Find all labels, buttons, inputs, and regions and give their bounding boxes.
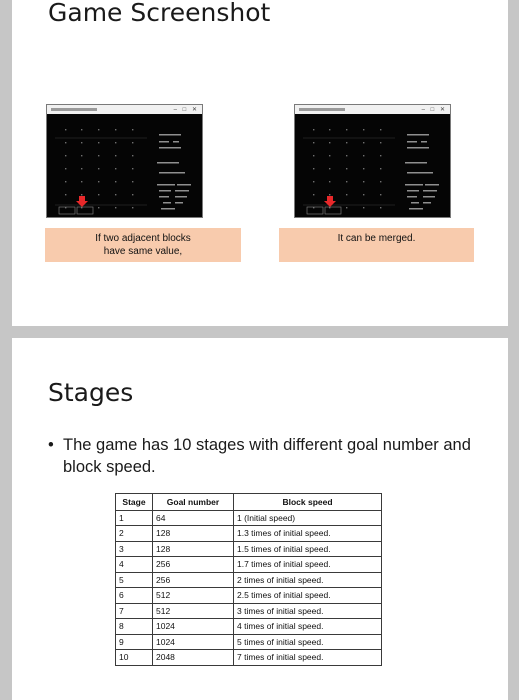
info-text-mark xyxy=(407,134,421,136)
block-speed-cell: 1.5 times of initial speed. xyxy=(234,541,382,557)
block-speed-cell: 2.5 times of initial speed. xyxy=(234,588,382,604)
grid-dot xyxy=(65,142,66,143)
game-screenshot-before xyxy=(46,104,203,218)
grid-dot xyxy=(98,129,99,130)
info-text-mark xyxy=(409,208,423,210)
bullet-text: The game has 10 stages with different goal number and block speed. xyxy=(63,436,471,476)
grid-dot xyxy=(380,155,381,156)
grid-dot xyxy=(98,194,99,195)
grid-dot xyxy=(313,129,314,130)
info-text-mark xyxy=(411,202,419,204)
bullet-point xyxy=(48,434,483,478)
grid-dot xyxy=(132,181,133,182)
info-text-mark xyxy=(159,134,173,136)
grid-dot xyxy=(363,168,364,169)
goal-number-cell: 256 xyxy=(153,572,234,588)
goal-number-cell: 256 xyxy=(153,557,234,573)
stage-cell: 2 xyxy=(116,526,153,542)
block-speed-cell: 2 times of initial speed. xyxy=(234,572,382,588)
grid-dot xyxy=(346,207,347,208)
grid-dot xyxy=(313,142,314,143)
grid-dot xyxy=(98,181,99,182)
info-text-mark xyxy=(423,190,437,192)
grid-dot xyxy=(363,181,364,182)
grid-dot xyxy=(98,207,99,208)
grid-dot xyxy=(81,155,82,156)
block-speed-cell: 3 times of initial speed. xyxy=(234,603,382,619)
window-controls-icon: – □ ✕ xyxy=(173,107,199,113)
slide-stages xyxy=(12,338,508,700)
caption-line: It can be merged. xyxy=(337,233,416,244)
grid-dot xyxy=(81,142,82,143)
info-text-mark xyxy=(425,184,439,186)
grid-dot xyxy=(380,129,381,130)
info-text-mark xyxy=(421,141,427,143)
table-row xyxy=(116,526,382,542)
column-header-stage: Stage xyxy=(116,494,153,511)
grid-dot xyxy=(65,181,66,182)
table-row xyxy=(116,634,382,650)
window-titlebar xyxy=(47,105,202,114)
grid-dot xyxy=(363,129,364,130)
grid-dot xyxy=(313,155,314,156)
stages-table xyxy=(115,493,382,666)
stage-cell: 7 xyxy=(116,603,153,619)
grid-dot xyxy=(65,155,66,156)
goal-number-cell: 64 xyxy=(153,511,234,526)
info-text-mark xyxy=(407,141,417,143)
stage-cell: 4 xyxy=(116,557,153,573)
info-text-mark xyxy=(159,190,171,192)
active-block-arrow xyxy=(76,201,88,207)
slide-title: Stages xyxy=(48,378,134,407)
grid-dot xyxy=(329,155,330,156)
grid-dot xyxy=(132,155,133,156)
grid-dot xyxy=(132,129,133,130)
goal-number-cell: 1024 xyxy=(153,619,234,635)
stage-cell: 1 xyxy=(116,511,153,526)
grid-dot xyxy=(313,181,314,182)
info-text-mark xyxy=(173,134,181,136)
game-screenshot-after xyxy=(294,104,451,218)
grid-dot xyxy=(132,207,133,208)
block-speed-cell: 1.7 times of initial speed. xyxy=(234,557,382,573)
active-block xyxy=(327,196,333,201)
grid-dot xyxy=(65,168,66,169)
goal-number-cell: 128 xyxy=(153,526,234,542)
info-text-mark xyxy=(423,202,431,204)
slide-title: Game Screenshot xyxy=(48,0,271,27)
info-text-mark xyxy=(407,147,429,149)
grid-dot xyxy=(329,129,330,130)
caption-merge-condition xyxy=(45,228,241,262)
bullet-icon: • xyxy=(48,436,54,454)
active-block xyxy=(79,196,85,201)
grid-dot xyxy=(346,155,347,156)
grid-dot xyxy=(132,168,133,169)
info-text-mark xyxy=(159,141,169,143)
info-text-mark xyxy=(417,162,427,164)
grid-dot xyxy=(380,194,381,195)
block-speed-cell: 4 times of initial speed. xyxy=(234,619,382,635)
grid-dot xyxy=(115,168,116,169)
grid-dot xyxy=(380,168,381,169)
table-row xyxy=(116,588,382,604)
goal-number-cell: 1024 xyxy=(153,634,234,650)
grid-dot xyxy=(346,129,347,130)
caption-merge-result xyxy=(279,228,474,262)
info-text-mark xyxy=(159,196,169,198)
info-text-mark xyxy=(173,141,179,143)
table-row xyxy=(116,619,382,635)
stage-cell: 6 xyxy=(116,588,153,604)
grid-dot xyxy=(81,181,82,182)
grid-dot xyxy=(313,168,314,169)
table-row xyxy=(116,541,382,557)
grid-dot xyxy=(81,129,82,130)
grid-dot xyxy=(329,181,330,182)
table-row xyxy=(116,557,382,573)
window-controls-icon: – □ ✕ xyxy=(421,107,447,113)
block-speed-cell: 1 (Initial speed) xyxy=(234,511,382,526)
info-text-mark xyxy=(177,184,191,186)
table-row xyxy=(116,603,382,619)
grid-dot xyxy=(313,194,314,195)
info-text-mark xyxy=(407,172,433,174)
board-block xyxy=(59,207,75,214)
grid-dot xyxy=(115,142,116,143)
table-row xyxy=(116,572,382,588)
info-text-mark xyxy=(423,196,435,198)
info-text-mark xyxy=(175,196,187,198)
grid-dot xyxy=(98,142,99,143)
goal-number-cell: 128 xyxy=(153,541,234,557)
info-text-mark xyxy=(407,190,419,192)
grid-dot xyxy=(81,194,82,195)
stage-cell: 10 xyxy=(116,650,153,666)
stage-cell: 5 xyxy=(116,572,153,588)
grid-dot xyxy=(98,155,99,156)
board-block xyxy=(77,207,93,214)
slide-game-screenshot xyxy=(12,0,508,326)
grid-dot xyxy=(346,142,347,143)
board-block xyxy=(307,207,323,214)
stage-cell: 9 xyxy=(116,634,153,650)
caption-line: have same value, xyxy=(103,246,183,257)
info-text-mark xyxy=(175,190,189,192)
board-block xyxy=(325,207,341,214)
grid-dot xyxy=(346,194,347,195)
grid-dot xyxy=(329,194,330,195)
info-text-mark xyxy=(169,162,179,164)
grid-dot xyxy=(115,207,116,208)
info-text-mark xyxy=(175,202,183,204)
info-text-mark xyxy=(159,147,181,149)
grid-dot xyxy=(132,194,133,195)
grid-dot xyxy=(65,129,66,130)
grid-dot xyxy=(363,207,364,208)
grid-dot xyxy=(115,129,116,130)
table-row xyxy=(116,650,382,666)
info-text-mark xyxy=(163,202,171,204)
info-text-mark xyxy=(157,184,175,186)
grid-dot xyxy=(115,155,116,156)
grid-dot xyxy=(363,155,364,156)
grid-dot xyxy=(380,142,381,143)
grid-dot xyxy=(65,194,66,195)
caption-line: If two adjacent blocks xyxy=(95,233,191,244)
column-header-block-speed: Block speed xyxy=(234,494,382,511)
window-titlebar xyxy=(295,105,450,114)
grid-dot xyxy=(363,142,364,143)
table-row xyxy=(116,511,382,526)
info-text-mark xyxy=(159,172,185,174)
stage-cell: 3 xyxy=(116,541,153,557)
grid-dot xyxy=(363,194,364,195)
grid-dot xyxy=(380,207,381,208)
grid-dot xyxy=(98,168,99,169)
stage-cell: 8 xyxy=(116,619,153,635)
block-speed-cell: 5 times of initial speed. xyxy=(234,634,382,650)
grid-dot xyxy=(329,142,330,143)
grid-dot xyxy=(115,181,116,182)
grid-dot xyxy=(346,181,347,182)
column-header-goal-number: Goal number xyxy=(153,494,234,511)
game-board xyxy=(295,114,450,217)
grid-dot xyxy=(329,168,330,169)
grid-dot xyxy=(115,194,116,195)
info-text-mark xyxy=(407,196,417,198)
game-board xyxy=(47,114,202,217)
table-header-row xyxy=(116,494,382,511)
block-speed-cell: 7 times of initial speed. xyxy=(234,650,382,666)
active-block-arrow xyxy=(324,201,336,207)
grid-dot xyxy=(81,168,82,169)
grid-dot xyxy=(380,181,381,182)
block-speed-cell: 1.3 times of initial speed. xyxy=(234,526,382,542)
grid-dot xyxy=(132,142,133,143)
info-text-mark xyxy=(405,184,423,186)
grid-dot xyxy=(346,168,347,169)
goal-number-cell: 512 xyxy=(153,588,234,604)
info-text-mark xyxy=(161,208,175,210)
goal-number-cell: 512 xyxy=(153,603,234,619)
info-text-mark xyxy=(421,134,429,136)
goal-number-cell: 2048 xyxy=(153,650,234,666)
